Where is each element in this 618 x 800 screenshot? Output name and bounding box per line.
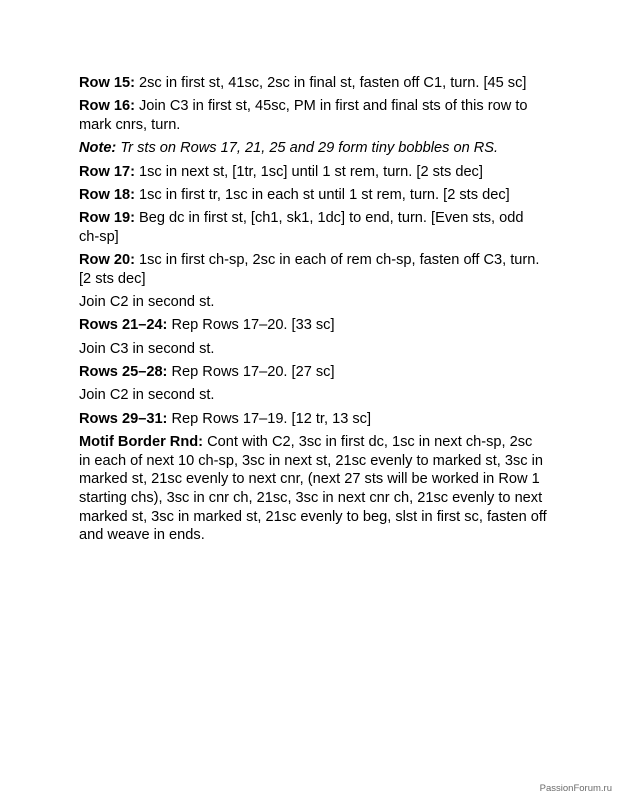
row-instructions: 1sc in next st, [1tr, 1sc] until 1 st rem, turn. [2 sts dec] [134, 163, 483, 180]
row-instructions: Rep Rows 17–20. [33 sc] [167, 317, 335, 334]
row-label: Row 16: [79, 98, 135, 115]
row-instructions: Rep Rows 17–20. [27 sc] [167, 364, 335, 381]
row-15-paragraph [79, 74, 547, 93]
join-paragraph [79, 386, 547, 405]
row-label: Rows 25–28: [79, 364, 168, 381]
row-instructions: Join C2 in second st. [79, 387, 215, 404]
row-label: Rows 29–31: [79, 410, 168, 427]
join-paragraph [79, 293, 547, 312]
note-text: Tr sts on Rows 17, 21, 25 and 29 form tiny bobbles on RS. [116, 140, 499, 157]
row-instructions: Join C2 in second st. [79, 294, 215, 311]
row-label: Row 17: [79, 163, 135, 180]
motif-border-paragraph [79, 433, 547, 545]
row-instructions: Join C3 in first st, 45sc, PM in first and final sts of this row to mark cnrs, turn. [79, 98, 528, 133]
pattern-text [79, 74, 547, 550]
row-16-paragraph [79, 97, 547, 134]
note-paragraph [79, 139, 547, 158]
rows-21-24-paragraph [79, 316, 547, 335]
row-instructions: Beg dc in first st, [ch1, sk1, 1dc] to end, turn. [Even sts, odd ch-sp] [79, 210, 524, 245]
row-17-paragraph [79, 163, 547, 182]
row-18-paragraph [79, 186, 547, 205]
note-label: Note: [79, 140, 117, 157]
row-instructions: Join C3 in second st. [79, 340, 215, 357]
row-19-paragraph [79, 209, 547, 246]
join-paragraph [79, 340, 547, 359]
rows-25-28-paragraph [79, 363, 547, 382]
row-instructions: Rep Rows 17–19. [12 tr, 13 sc] [167, 410, 372, 427]
row-instructions: 1sc in first ch-sp, 2sc in each of rem ch-sp, fasten off C3, turn. [2 sts dec] [79, 252, 540, 287]
row-instructions: Cont with C2, 3sc in first dc, 1sc in next ch-sp, 2sc in each of next 10 ch-sp, 3sc in next st, 21sc evenly to marked st, 3sc in marked st, 21sc evenly to next cnr, (next 27 sts will be worked in Row 1 starting chs), 3sc in cnr ch, 21sc, 3sc in next cnr ch, 21sc evenly to next marked st, 3sc in marked st, 21sc evenly to beg, slst in first sc, fasten off and weave in ends. [79, 433, 547, 544]
row-label: Row 20: [79, 252, 135, 269]
rows-29-31-paragraph [79, 410, 547, 429]
row-label: Row 18: [79, 186, 135, 203]
row-label: Rows 21–24: [79, 317, 168, 334]
watermark: PassionForum.ru [539, 783, 612, 794]
row-label: Row 19: [79, 210, 135, 227]
row-instructions: 2sc in first st, 41sc, 2sc in final st, fasten off C1, turn. [45 sc] [134, 75, 527, 91]
row-instructions: 1sc in first tr, 1sc in each st until 1 st rem, turn. [2 sts dec] [134, 186, 510, 203]
row-20-paragraph [79, 251, 547, 288]
row-label: Row 15: [79, 75, 135, 91]
row-label: Motif Border Rnd: [79, 433, 204, 450]
